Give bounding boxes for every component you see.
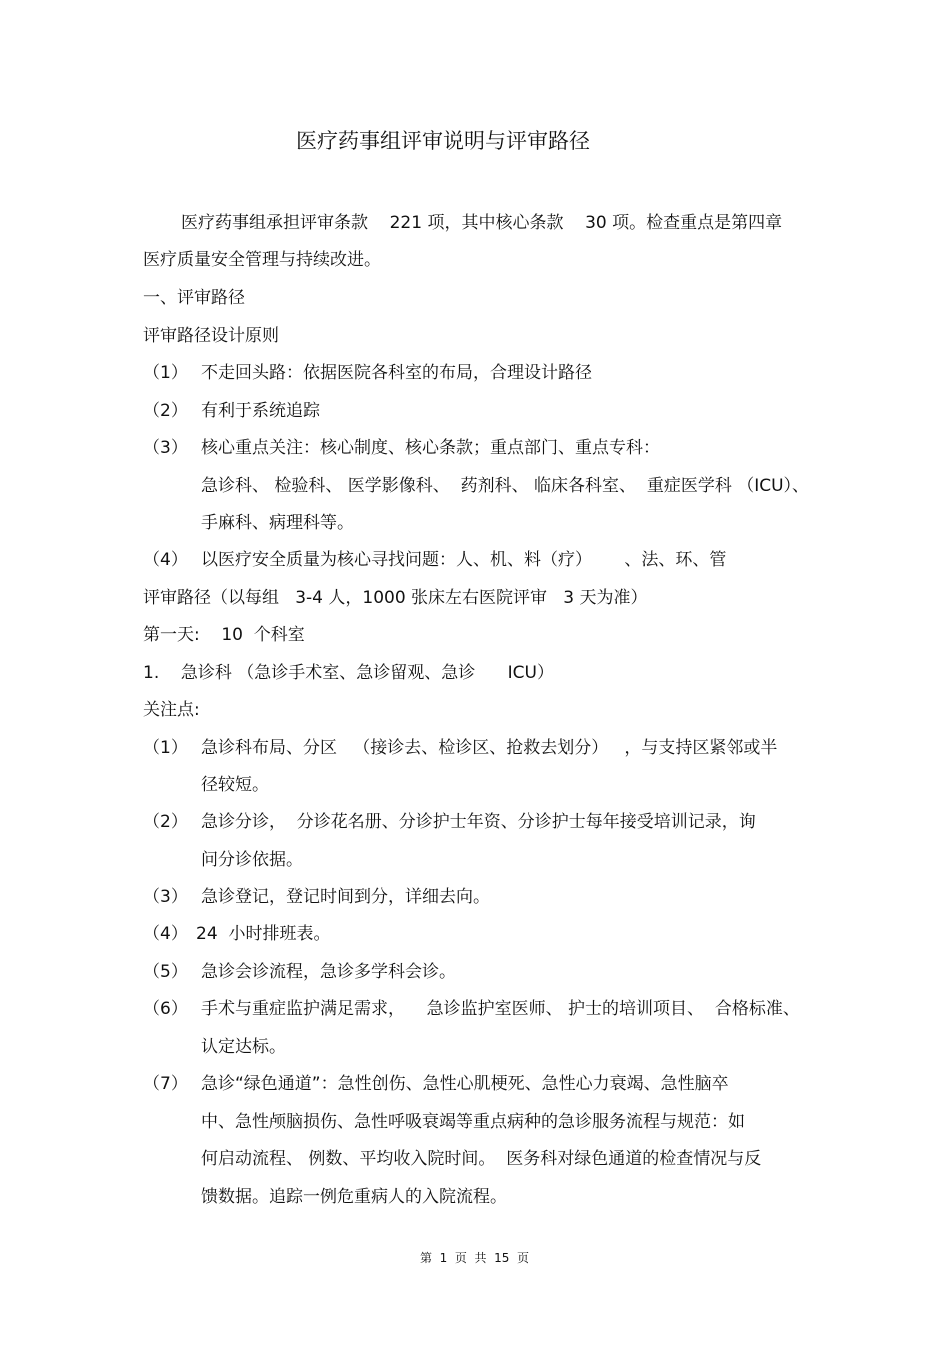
focus-text: 何启动流程、 例数、平均收入院时间。 医务科对绿色通道的检查情况与反 [201,1149,762,1169]
principle-text: 急诊科、 检验科、 医学影像科、 药剂科、 临床各科室、 重症医学科 （ICU）、 [201,476,810,496]
focus-number: （5） [143,962,188,982]
principle-text: 以医疗安全质量为核心寻找问题：人、机、料（疗） 、法、环、管 [201,550,727,570]
section-heading: 一、评审路径 [143,288,245,308]
focus-text: 中、急性颅脑损伤、急性呼吸衰竭等重点病种的急诊服务流程与规范：如 [201,1112,745,1132]
principle-number: （4） [143,550,188,570]
page-title: 医疗药事组评审说明与评审路径 [296,129,590,153]
focus-text: 急诊会诊流程，急诊多学科会诊。 [201,962,456,982]
principle-text: 手麻科、病理科等。 [201,513,354,533]
principle-text: 不走回头路：依据医院各科室的布局，合理设计路径 [201,363,592,383]
focus-number: （1） [143,738,188,758]
focus-number: （3） [143,887,188,907]
focus-number: （6） [143,999,188,1019]
focus-text: 急诊登记，登记时间到分，详细去向。 [201,887,490,907]
principle-text: 有利于系统追踪 [201,401,320,421]
focus-number: （2） [143,812,188,832]
focus-text: 手术与重症监护满足需求， 急诊监护室医师、 护士的培训项目、 合格标准、 [201,999,800,1019]
focus-text: 径较短。 [201,775,269,795]
focus-label: 关注点: [143,700,200,720]
principle-number: （1） [143,363,188,383]
department-heading: 1. 急诊科 （急诊手术室、急诊留观、急诊 ICU） [143,663,554,683]
intro-line-2: 医疗质量安全管理与持续改进。 [143,250,381,270]
path-heading: 评审路径（以每组 3-4 人，1000 张床左右医院评审 3 天为准） [143,588,648,608]
focus-text: 急诊分诊， 分诊花名册、分诊护士年资、分诊护士每年接受培训记录，询 [201,812,756,832]
focus-text: 馈数据。追踪一例危重病人的入院流程。 [201,1187,507,1207]
principle-number: （2） [143,401,188,421]
principles-heading: 评审路径设计原则 [143,326,279,346]
focus-text: 急诊“绿色通道”：急性创伤、急性心肌梗死、急性心力衰竭、急性脑卒 [201,1074,729,1094]
focus-text: 急诊科布局、分区 （接诊去、检诊区、抢救去划分） ，与支持区紧邻或半 [201,738,778,758]
principle-number: （3） [143,438,188,458]
focus-text: 24 小时排班表。 [196,924,331,944]
page-footer: 第 1 页 共 15 页 [420,1251,530,1265]
intro-line-1: 医疗药事组承担评审条款 221 项，其中核心条款 30 项。检查重点是第四章 [181,213,783,233]
focus-text: 认定达标。 [201,1037,286,1057]
focus-number: （7） [143,1074,188,1094]
focus-number: （4） [143,924,188,944]
day-heading: 第一天: 10 个科室 [143,625,305,645]
principle-text: 核心重点关注：核心制度、核心条款；重点部门、重点专科： [201,438,660,458]
focus-text: 问分诊依据。 [201,850,303,870]
